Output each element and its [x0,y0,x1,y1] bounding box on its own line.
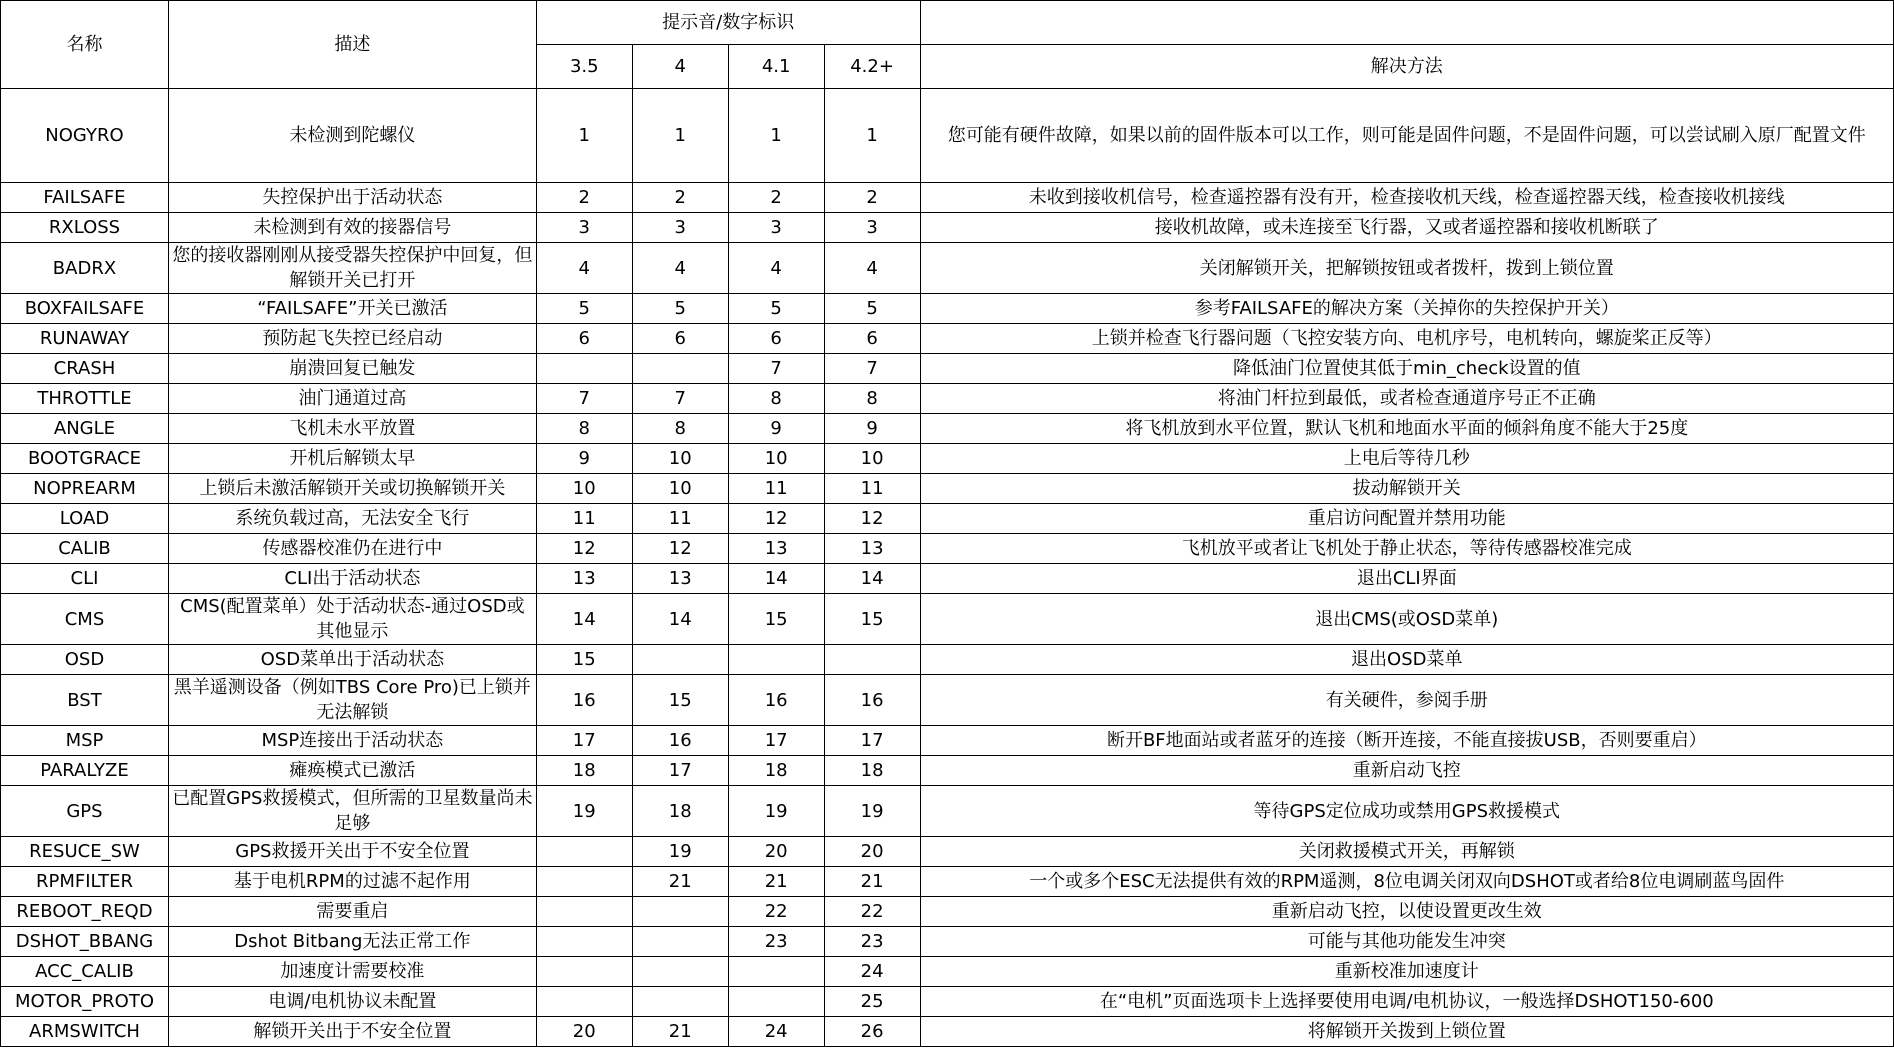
cell-code-3-5 [536,957,632,987]
header-name: 名称 [1,1,169,89]
cell-code-3-5: 10 [536,474,632,504]
cell-name: CLI [1,564,169,594]
cell-solution: 关闭解锁开关，把解锁按钮或者拨杆，拨到上锁位置 [920,243,1893,294]
cell-code-4-1: 7 [728,354,824,384]
cell-code-3-5: 6 [536,324,632,354]
cell-code-4: 21 [632,1017,728,1047]
cell-description: CMS(配置菜单）处于活动状态-通过OSD或其他显示 [168,594,536,645]
cell-solution: 将油门杆拉到最低，或者检查通道序号正不正确 [920,384,1893,414]
cell-name: MOTOR_PROTO [1,987,169,1017]
cell-code-4: 11 [632,504,728,534]
header-version-4-1: 4.1 [728,45,824,89]
cell-description: 未检测到陀螺仪 [168,89,536,183]
cell-code-4-1: 19 [728,786,824,837]
cell-solution: 上电后等待几秒 [920,444,1893,474]
cell-code-4-2-plus: 13 [824,534,920,564]
cell-code-4 [632,987,728,1017]
cell-code-4: 7 [632,384,728,414]
table-row [1,957,1894,987]
header-beep-code-group: 提示音/数字标识 [536,1,920,45]
cell-code-4: 8 [632,414,728,444]
cell-code-4-1 [728,645,824,675]
cell-code-4-1: 21 [728,867,824,897]
cell-code-4: 14 [632,594,728,645]
cell-solution: 重启访问配置并禁用功能 [920,504,1893,534]
cell-code-4 [632,957,728,987]
cell-name: FAILSAFE [1,183,169,213]
table-row [1,414,1894,444]
header-version-4: 4 [632,45,728,89]
cell-name: RXLOSS [1,213,169,243]
cell-name: BOXFAILSAFE [1,294,169,324]
cell-code-4: 4 [632,243,728,294]
table-row [1,354,1894,384]
cell-code-4-2-plus: 5 [824,294,920,324]
cell-code-4-2-plus: 21 [824,867,920,897]
cell-code-4: 13 [632,564,728,594]
table-row [1,324,1894,354]
cell-code-4-1: 16 [728,675,824,726]
cell-description: 已配置GPS救援模式，但所需的卫星数量尚未足够 [168,786,536,837]
cell-code-4 [632,897,728,927]
cell-name: CALIB [1,534,169,564]
cell-name: CRASH [1,354,169,384]
cell-code-4-1: 22 [728,897,824,927]
cell-code-4-2-plus: 1 [824,89,920,183]
cell-code-4-2-plus: 25 [824,987,920,1017]
table-row [1,867,1894,897]
cell-solution: 上锁并检查飞行器问题（飞控安装方向、电机序号，电机转向，螺旋桨正反等） [920,324,1893,354]
cell-code-4 [632,927,728,957]
cell-code-4-2-plus: 15 [824,594,920,645]
table-row [1,1017,1894,1047]
cell-code-4-1: 20 [728,837,824,867]
cell-code-4: 6 [632,324,728,354]
cell-solution: 参考FAILSAFE的解决方案（关掉你的失控保护开关） [920,294,1893,324]
cell-code-4: 5 [632,294,728,324]
cell-name: BST [1,675,169,726]
cell-code-4-2-plus: 24 [824,957,920,987]
table-row [1,897,1894,927]
cell-code-4-1: 2 [728,183,824,213]
cell-code-4-1: 15 [728,594,824,645]
cell-solution: 一个或多个ESC无法提供有效的RPM遥测，8位电调关闭双向DSHOT或者给8位电调刷蓝鸟固件 [920,867,1893,897]
cell-name: BOOTGRACE [1,444,169,474]
cell-code-4-1: 8 [728,384,824,414]
cell-code-3-5: 2 [536,183,632,213]
cell-code-3-5: 16 [536,675,632,726]
cell-name: NOPREARM [1,474,169,504]
cell-code-3-5: 7 [536,384,632,414]
cell-code-4: 21 [632,867,728,897]
cell-name: NOGYRO [1,89,169,183]
cell-code-4: 12 [632,534,728,564]
cell-code-3-5: 3 [536,213,632,243]
cell-solution: 有关硬件，参阅手册 [920,675,1893,726]
cell-code-4-2-plus: 14 [824,564,920,594]
cell-description: OSD菜单出于活动状态 [168,645,536,675]
table-row [1,594,1894,645]
cell-solution: 在“电机”页面选项卡上选择要使用电调/电机协议，一般选择DSHOT150-600 [920,987,1893,1017]
cell-description: 解锁开关出于不安全位置 [168,1017,536,1047]
cell-solution: 断开BF地面站或者蓝牙的连接（断开连接，不能直接拔USB，否则要重启） [920,726,1893,756]
cell-code-4: 3 [632,213,728,243]
table-row [1,243,1894,294]
cell-code-4-1: 10 [728,444,824,474]
cell-name: DSHOT_BBANG [1,927,169,957]
cell-code-3-5 [536,354,632,384]
cell-solution: 退出CMS(或OSD菜单) [920,594,1893,645]
cell-solution: 飞机放平或者让飞机处于静止状态，等待传感器校准完成 [920,534,1893,564]
cell-code-4-1: 23 [728,927,824,957]
cell-code-4: 1 [632,89,728,183]
cell-name: REBOOT_REQD [1,897,169,927]
table-row [1,726,1894,756]
cell-solution: 您可能有硬件故障，如果以前的固件版本可以工作，则可能是固件问题，不是固件问题，可以尝试刷入原厂配置文件 [920,89,1893,183]
cell-name: THROTTLE [1,384,169,414]
cell-description: GPS救援开关出于不安全位置 [168,837,536,867]
table-row [1,89,1894,183]
cell-code-4: 10 [632,474,728,504]
cell-description: 您的接收器刚刚从接受器失控保护中回复，但解锁开关已打开 [168,243,536,294]
cell-code-4-2-plus: 6 [824,324,920,354]
cell-code-4-1: 11 [728,474,824,504]
cell-code-4-2-plus: 7 [824,354,920,384]
cell-code-3-5: 8 [536,414,632,444]
table-row [1,213,1894,243]
cell-code-4-1: 24 [728,1017,824,1047]
cell-code-3-5: 5 [536,294,632,324]
cell-solution: 可能与其他功能发生冲突 [920,927,1893,957]
cell-description: 电调/电机协议未配置 [168,987,536,1017]
cell-solution: 未收到接收机信号，检查遥控器有没有开，检查接收机天线，检查遥控器天线，检查接收机接线 [920,183,1893,213]
cell-name: OSD [1,645,169,675]
cell-code-4-2-plus: 19 [824,786,920,837]
cell-code-4-1: 6 [728,324,824,354]
cell-code-3-5 [536,897,632,927]
cell-code-4-2-plus: 20 [824,837,920,867]
table-row [1,294,1894,324]
cell-code-4: 19 [632,837,728,867]
cell-name: LOAD [1,504,169,534]
cell-description: 开机后解锁太早 [168,444,536,474]
cell-code-4-2-plus [824,645,920,675]
cell-code-3-5 [536,837,632,867]
cell-code-4-1 [728,957,824,987]
cell-code-3-5 [536,927,632,957]
cell-code-4: 17 [632,756,728,786]
cell-description: 油门通道过高 [168,384,536,414]
table-row [1,987,1894,1017]
cell-code-4-2-plus: 22 [824,897,920,927]
table-row [1,474,1894,504]
cell-description: “FAILSAFE”开关已激活 [168,294,536,324]
cell-code-4 [632,645,728,675]
table-row [1,756,1894,786]
cell-description: 失控保护出于活动状态 [168,183,536,213]
cell-name: RPMFILTER [1,867,169,897]
table-row [1,534,1894,564]
cell-code-4-2-plus: 9 [824,414,920,444]
cell-code-4-2-plus: 26 [824,1017,920,1047]
cell-name: ANGLE [1,414,169,444]
cell-code-4-1: 1 [728,89,824,183]
cell-description: 未检测到有效的接器信号 [168,213,536,243]
cell-solution: 接收机故障，或未连接至飞行器，又或者遥控器和接收机断联了 [920,213,1893,243]
cell-solution: 降低油门位置使其低于min_check设置的值 [920,354,1893,384]
cell-code-3-5: 11 [536,504,632,534]
cell-code-3-5: 9 [536,444,632,474]
table-row [1,504,1894,534]
cell-code-4-1: 13 [728,534,824,564]
cell-solution: 重新启动飞控 [920,756,1893,786]
cell-solution: 将飞机放到水平位置，默认飞机和地面水平面的倾斜角度不能大于25度 [920,414,1893,444]
cell-solution: 重新校准加速度计 [920,957,1893,987]
table-row [1,927,1894,957]
cell-solution: 退出OSD菜单 [920,645,1893,675]
table-row [1,444,1894,474]
cell-code-3-5 [536,867,632,897]
cell-code-3-5: 20 [536,1017,632,1047]
cell-code-3-5: 15 [536,645,632,675]
cell-description: 黑羊遥测设备（例如TBS Core Pro)已上锁并无法解锁 [168,675,536,726]
table-row [1,837,1894,867]
cell-solution: 退出CLI界面 [920,564,1893,594]
cell-code-4-2-plus: 18 [824,756,920,786]
cell-code-4-2-plus: 4 [824,243,920,294]
cell-name: CMS [1,594,169,645]
cell-name: PARALYZE [1,756,169,786]
cell-code-3-5: 1 [536,89,632,183]
cell-description: 系统负载过高，无法安全飞行 [168,504,536,534]
cell-code-4-1: 18 [728,756,824,786]
cell-code-4-1: 3 [728,213,824,243]
cell-code-4-1: 5 [728,294,824,324]
cell-name: RESUCE_SW [1,837,169,867]
cell-code-4-2-plus: 10 [824,444,920,474]
cell-description: 预防起飞失控已经启动 [168,324,536,354]
cell-code-4-1: 14 [728,564,824,594]
cell-name: GPS [1,786,169,837]
cell-solution: 重新启动飞控，以使设置更改生效 [920,897,1893,927]
cell-code-3-5: 17 [536,726,632,756]
cell-code-4-2-plus: 3 [824,213,920,243]
cell-code-4: 2 [632,183,728,213]
cell-name: MSP [1,726,169,756]
cell-code-4-1: 9 [728,414,824,444]
table-row [1,384,1894,414]
cell-code-3-5: 12 [536,534,632,564]
cell-name: BADRX [1,243,169,294]
cell-code-4-1: 17 [728,726,824,756]
cell-description: 加速度计需要校准 [168,957,536,987]
cell-name: ARMSWITCH [1,1017,169,1047]
cell-description: CLI出于活动状态 [168,564,536,594]
cell-solution: 将解锁开关拨到上锁位置 [920,1017,1893,1047]
cell-code-4 [632,354,728,384]
cell-name: ACC_CALIB [1,957,169,987]
header-version-3-5: 3.5 [536,45,632,89]
cell-description: 需要重启 [168,897,536,927]
cell-code-3-5 [536,987,632,1017]
table-row [1,645,1894,675]
table-row [1,786,1894,837]
cell-code-4-2-plus: 23 [824,927,920,957]
cell-code-3-5: 19 [536,786,632,837]
cell-solution: 拔动解锁开关 [920,474,1893,504]
cell-code-4: 18 [632,786,728,837]
cell-solution: 等待GPS定位成功或禁用GPS救援模式 [920,786,1893,837]
cell-code-3-5: 4 [536,243,632,294]
header-solution: 解决方法 [920,45,1893,89]
cell-description: 瘫痪模式已激活 [168,756,536,786]
cell-code-4: 16 [632,726,728,756]
cell-code-4: 10 [632,444,728,474]
cell-description: MSP连接出于活动状态 [168,726,536,756]
table-body [1,89,1894,1047]
table-row [1,183,1894,213]
cell-code-4-2-plus: 12 [824,504,920,534]
header-description: 描述 [168,1,536,89]
cell-code-3-5: 14 [536,594,632,645]
cell-code-4-1 [728,987,824,1017]
header-version-4-2-plus: 4.2+ [824,45,920,89]
cell-code-4-2-plus: 11 [824,474,920,504]
cell-description: 基于电机RPM的过滤不起作用 [168,867,536,897]
cell-code-4-2-plus: 2 [824,183,920,213]
cell-description: 传感器校准仍在进行中 [168,534,536,564]
cell-code-4-1: 4 [728,243,824,294]
cell-code-3-5: 13 [536,564,632,594]
table-row [1,564,1894,594]
cell-code-4: 15 [632,675,728,726]
cell-description: 上锁后未激活解锁开关或切换解锁开关 [168,474,536,504]
cell-solution: 关闭救援模式开关，再解锁 [920,837,1893,867]
cell-code-3-5: 18 [536,756,632,786]
header-blank-cell [920,1,1893,45]
cell-code-4-2-plus: 16 [824,675,920,726]
cell-code-4-2-plus: 8 [824,384,920,414]
cell-name: RUNAWAY [1,324,169,354]
cell-description: Dshot Bitbang无法正常工作 [168,927,536,957]
cell-code-4-1: 12 [728,504,824,534]
cell-description: 崩溃回复已触发 [168,354,536,384]
table-row [1,675,1894,726]
cell-description: 飞机未水平放置 [168,414,536,444]
cell-code-4-2-plus: 17 [824,726,920,756]
